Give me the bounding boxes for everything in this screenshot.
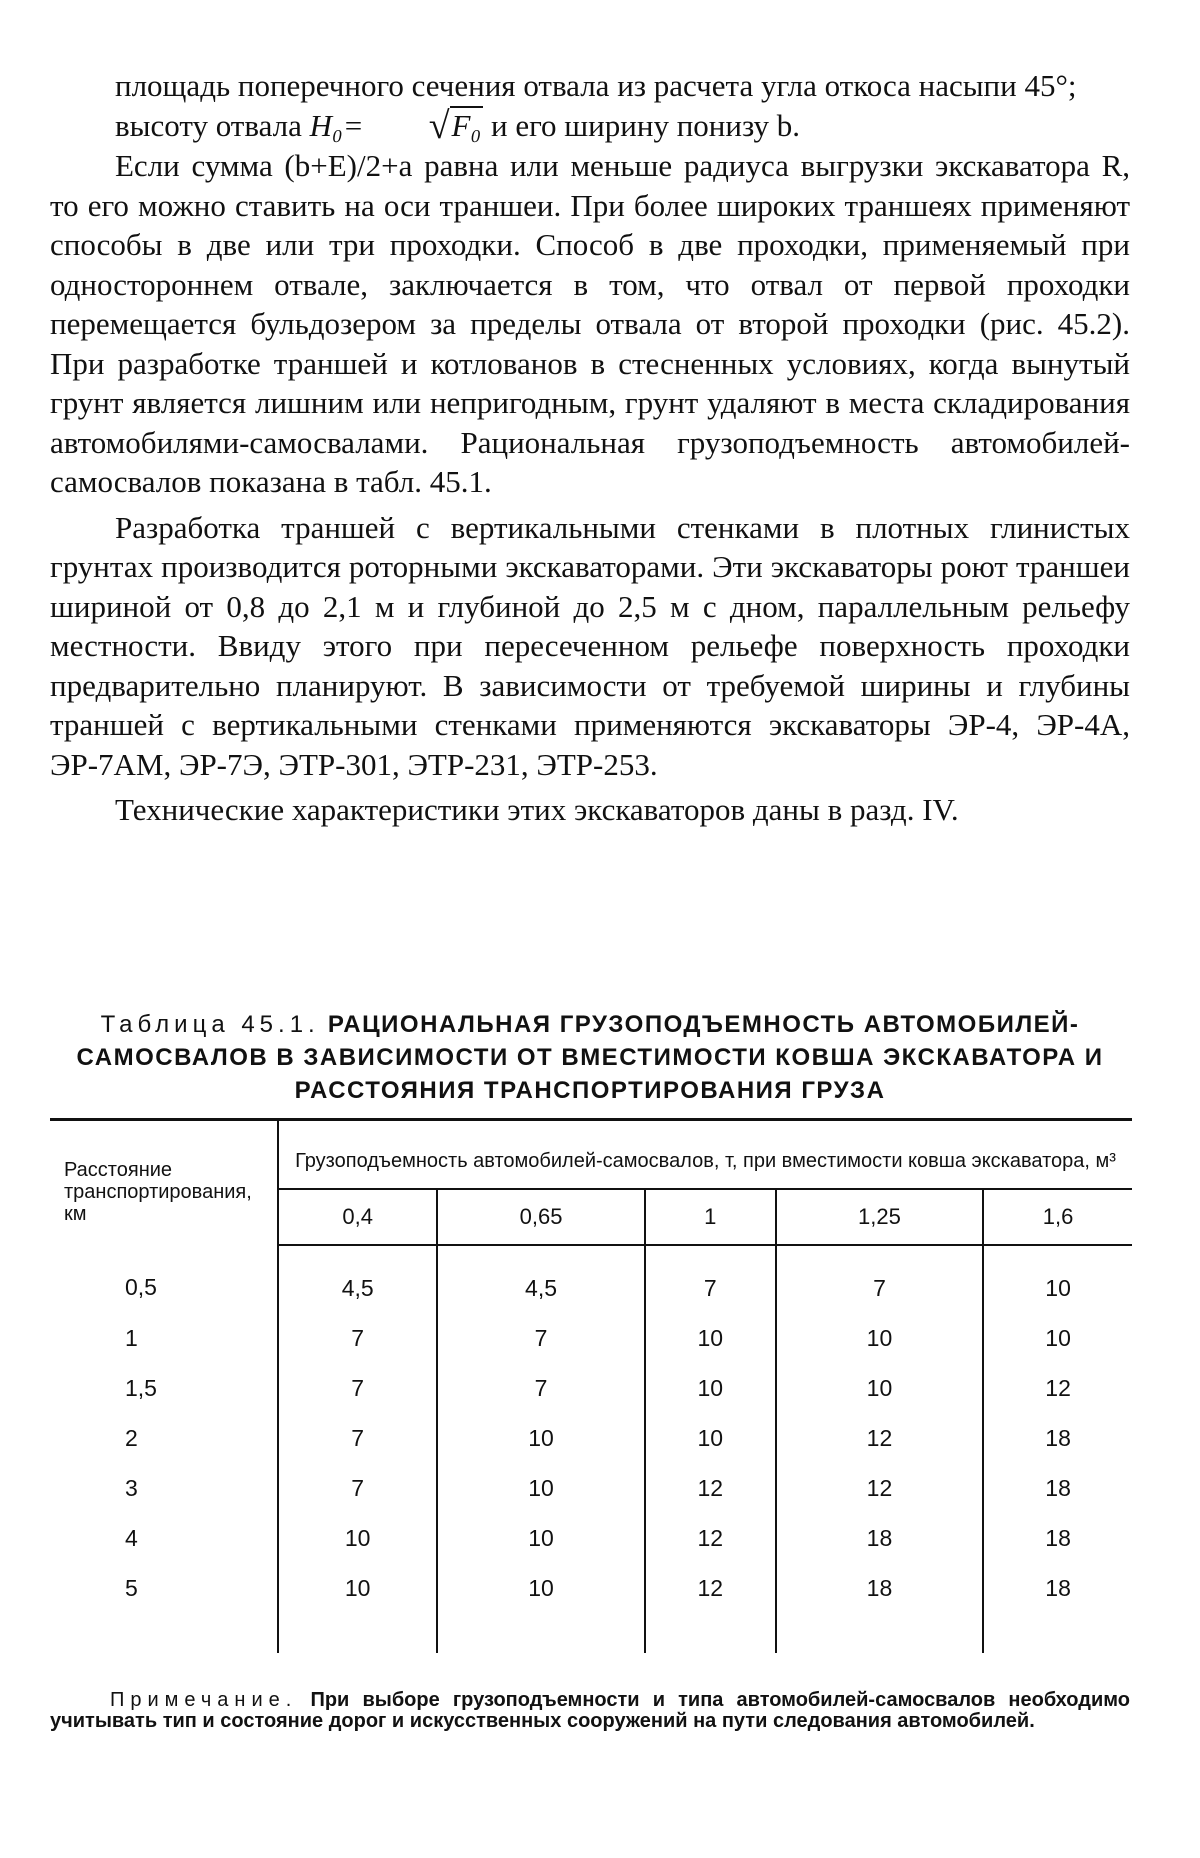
paragraph-2-suffix: и его ширину понизу b. <box>491 107 801 143</box>
capacity-cell: 10 <box>645 1363 776 1413</box>
column-header: 1,6 <box>983 1189 1132 1245</box>
formula-radicand: F₀ <box>451 107 482 143</box>
formula-lhs: H₀= <box>309 107 364 143</box>
distance-cell: 4 <box>50 1513 278 1563</box>
capacity-cell: 7 <box>437 1363 644 1413</box>
spacer-cell <box>278 1613 437 1653</box>
capacity-cell: 7 <box>437 1313 644 1363</box>
capacity-cell: 12 <box>1045 1374 1071 1401</box>
table-row <box>50 1413 1132 1463</box>
group-header: Грузоподъемность автомобилей-самосвалов, т, при вместимости ковша экскаватора, м³ <box>278 1120 1132 1190</box>
capacity-cell: 10 <box>437 1563 644 1613</box>
body-text <box>50 66 1130 830</box>
capacity-cell: 12 <box>645 1513 776 1563</box>
table-row <box>50 1313 1132 1363</box>
column-header: 0,4 <box>278 1189 437 1245</box>
capacity-cell: 10 <box>776 1313 983 1363</box>
capacity-table-wrap <box>50 1118 1132 1653</box>
distance-cell: 5 <box>50 1563 278 1613</box>
table-caption-label: Таблица 45.1. <box>100 1011 320 1038</box>
sqrt-expression <box>364 106 484 147</box>
capacity-cell: 10 <box>1045 1324 1071 1351</box>
column-header: 0,65 <box>437 1189 644 1245</box>
capacity-cell: 18 <box>1045 1574 1071 1601</box>
capacity-cell: 10 <box>278 1563 437 1613</box>
capacity-cell: 7 <box>278 1363 437 1413</box>
table-row <box>50 1513 1132 1563</box>
spacer-cell <box>776 1613 983 1653</box>
column-header: 1 <box>645 1189 776 1245</box>
paragraph-2-prefix: высоту отвала <box>115 107 302 143</box>
capacity-cell: 10 <box>1045 1274 1071 1301</box>
capacity-cell: 10 <box>437 1463 644 1513</box>
capacity-cell: 18 <box>776 1563 983 1613</box>
capacity-cell: 4,5 <box>278 1245 437 1313</box>
row-header: Расстояние транспортирования, км <box>50 1120 278 1246</box>
column-header: 1,25 <box>776 1189 983 1245</box>
capacity-cell: 4,5 <box>437 1245 644 1313</box>
capacity-cell: 7 <box>278 1313 437 1363</box>
capacity-table <box>50 1118 1132 1653</box>
distance-cell: 1,5 <box>50 1363 278 1413</box>
capacity-cell: 18 <box>1045 1424 1071 1451</box>
spacer-cell <box>983 1613 1132 1653</box>
note-text: При выборе грузоподъемности и типа автомобилей-самосвалов необходимо учитывать тип и состояние дорог и искусственных сооружений на пути следования автомобилей. <box>50 1689 1131 1732</box>
table-row <box>50 1463 1132 1513</box>
paragraph-1: площадь поперечного сечения отвала из расчета угла откоса насыпи 45°; <box>115 68 1077 103</box>
spacer-cell <box>645 1613 776 1653</box>
table-spacer-row <box>50 1613 1132 1653</box>
paragraph-4: Разработка траншей с вертикальными стенками в плотных глинистых грунтах производится роторными экскаваторами. Эти экскаваторы роют траншеи шириной от 0,8 до 2,1 м и глубиной до 2,5 м с дном, параллельным рельефу местности. Ввиду этого при пересеченном рельефе поверхность проходки предварительно планируют. В зависимости от требуемой ширины и глубины траншей с вертикальными стенками применяются экскаваторы ЭР-4, ЭР-4А, ЭР-7АМ, ЭР-7Э, ЭТР-301, ЭТР-231, ЭТР-253. <box>50 509 1130 782</box>
capacity-cell: 12 <box>645 1563 776 1613</box>
height-formula <box>309 104 491 147</box>
table-caption <box>50 1008 1130 1107</box>
capacity-cell: 12 <box>776 1463 983 1513</box>
capacity-cell: 10 <box>645 1413 776 1463</box>
paragraph-2 <box>50 106 1130 147</box>
sqrt-icon: √ <box>428 104 450 147</box>
distance-cell: 3 <box>50 1463 278 1513</box>
table-caption-text: РАЦИОНАЛЬНАЯ ГРУЗОПОДЪЕМНОСТЬ АВТОМОБИЛЕЙ-САМОСВАЛОВ В ЗАВИСИМОСТИ ОТ ВМЕСТИМОСТИ КОВША ЭКСКАВАТОРА И РАССТОЯНИЯ ТРАНСПОРТИРОВАНИЯ ГРУЗА <box>76 1011 1104 1104</box>
capacity-cell: 12 <box>776 1413 983 1463</box>
table-row <box>50 1245 1132 1313</box>
capacity-cell: 18 <box>776 1513 983 1563</box>
capacity-cell: 10 <box>776 1363 983 1413</box>
capacity-cell: 12 <box>645 1463 776 1513</box>
paragraph-5: Технические характеристики этих экскаваторов даны в разд. IV. <box>115 792 959 827</box>
capacity-cell: 7 <box>776 1245 983 1313</box>
capacity-cell: 7 <box>278 1463 437 1513</box>
capacity-cell: 10 <box>278 1513 437 1563</box>
capacity-cell: 7 <box>278 1413 437 1463</box>
capacity-cell: 18 <box>1045 1524 1071 1551</box>
spacer-cell <box>437 1613 644 1653</box>
capacity-cell: 10 <box>645 1313 776 1363</box>
distance-cell: 2 <box>50 1413 278 1463</box>
table-row <box>50 1563 1132 1613</box>
note-label: Примечание. <box>110 1689 298 1711</box>
capacity-cell: 7 <box>645 1245 776 1313</box>
spacer-cell <box>50 1613 278 1653</box>
distance-cell: 1 <box>50 1313 278 1363</box>
distance-cell: 0,5 <box>50 1245 278 1313</box>
capacity-cell: 10 <box>437 1413 644 1463</box>
paragraph-3: Если сумма (b+E)/2+a равна или меньше радиуса выгрузки экскаватора R, то его можно ставить на оси траншеи. При более широких траншеях применяют способы в две или три проходки. Способ в две проходки, применяемый при одностороннем отвале, заключается в том, что отвал от первой проходки перемещается бульдозером за пределы отвала от второй проходки (рис. 45.2). При разработке траншей и котлованов в стесненных условиях, когда вынутый грунт является лишним или непригодным, грунт удаляют в места складирования автомобилями-самосвалами. Рациональная грузоподъемность автомобилей-самосвалов показана в табл. 45.1. <box>50 148 1130 499</box>
table-row <box>50 1363 1132 1413</box>
table-note <box>50 1690 1130 1732</box>
capacity-cell: 10 <box>437 1513 644 1563</box>
capacity-cell: 18 <box>1045 1474 1071 1501</box>
